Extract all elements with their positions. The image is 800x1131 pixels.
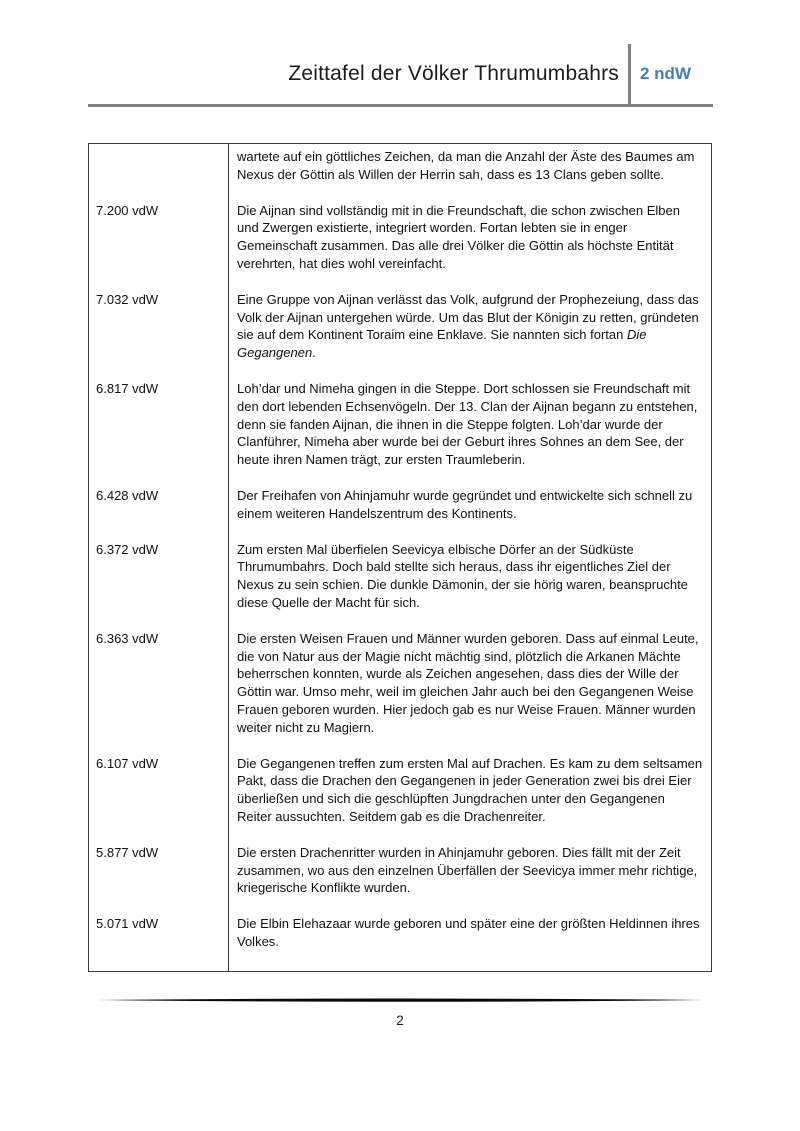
description-text: Zum ersten Mal überfielen Seevicya elbische Dörfer an der Südküste Thrumumbahrs. Doch bald stellte sich heraus, dass ihr eigentliches Ziel der Nexus zu sein schien. Die dunkle Dämonin, der sie hörig waren, beanspruchte diese Quelle der Macht für sich. [237,541,688,610]
description-cell [229,379,711,486]
date-label: 7.032 vdW [96,291,159,307]
table-row [89,754,711,843]
description-text-after: . [312,345,316,361]
date-cell [89,629,229,754]
description-text: Eine Gruppe von Aijnan verlässt das Volk, aufgrund der Prophezeiung, dass das Volk der Aijnan untergehen würde. Um das Blut der Königin zu retten, gründeten sie auf dem Kontinent Toraim eine Enklave. Sie nannten sich fortan [237,291,699,343]
table-row [89,914,711,971]
table-row [89,379,711,486]
date-cell [89,843,229,914]
table-row [89,540,711,629]
table-row [89,201,711,290]
table-row [89,843,711,914]
page-number: 2 [396,1013,404,1028]
date-label: 6.372 vdW [96,541,159,557]
page-title: Zeittafel der Völker Thrumumbahrs [288,62,619,85]
date-cell [89,914,229,971]
table-row [89,629,711,754]
date-label: 7.200 vdW [96,202,159,218]
description-cell [229,914,711,971]
date-cell [89,379,229,486]
description-text: Die ersten Weisen Frauen und Männer wurden geboren. Dass auf einmal Leute, die von Natur aus der Magie nicht mächtig sind, plötzlich die Arkanen Mächte beherrschen konnten, wurde als Zeichen angesehen, dass dies der Wille der Göttin war. Umso mehr, weil im gleichen Jahr auch bei den Gegangenen Weise Frauen geboren wurden. Hier jedoch gab es nur Weise Frauen. Männer wurden weiter nicht zu Magiern. [237,630,699,735]
description-text: Der Freihafen von Ahinjamuhr wurde gegründet und entwickelte sich schnell zu einem weiteren Handelszentrum des Kontinents. [237,487,693,521]
description-cell [229,486,711,540]
description-text: Die Aijnan sind vollständig mit in die Freundschaft, die schon zwischen Elben und Zwergen existierte, integriert worden. Fortan lebten sie in enger Gemeinschaft zusammen. Das alle drei Völker die Göttin als höchste Entität verehrten, hat dies wohl vereinfacht. [237,202,680,271]
date-cell [89,144,229,201]
date-cell [89,290,229,379]
description-text: Die Gegangenen treffen zum ersten Mal auf Drachen. Es kam zu dem seltsamen Pakt, dass die Drachen den Gegangenen in jeder Generation zwei bis drei Eier überließen und sich die geschlüpften Jungdrachen unter den Gegangenen Reiter aussuchten. Seitdem gab es die Drachenreiter. [237,755,703,824]
description-cell [229,540,711,629]
date-cell [89,486,229,540]
description-text: Die ersten Drachenritter wurden in Ahinjamuhr geboren. Dies fällt mit der Zeit zusammen, wo aus den einzelnen Überfällen der Seevicya immer mehr richtige, kriegerische Konflikte wurden. [237,844,698,896]
date-label: 6.363 vdW [96,630,159,646]
description-cell [229,290,711,379]
header-rule [88,104,713,107]
timeline-table [88,143,712,972]
date-label: 5.071 vdW [96,916,159,932]
date-label: 5.877 vdW [96,844,159,860]
date-label: 6.107 vdW [96,755,159,771]
description-text: Die Elbin Elehazaar wurde geboren und später eine der größten Heldinnen ihres Volkes. [237,916,700,949]
description-cell [229,843,711,914]
date-cell [89,540,229,629]
italic-name: Die Gegangenen [237,327,647,361]
table-row [89,144,711,201]
description-cell [229,201,711,290]
description-cell [229,144,711,201]
date-cell [89,201,229,290]
description-cell [229,629,711,754]
description-text: Loh’dar und Nimeha gingen in die Steppe. Dort schlossen sie Freundschaft mit den dort lebenden Echsenvögeln. Der 13. Clan der Aijnan begann zu entstehen, denn sie fanden Aijnan, die ihnen in die Steppe folgten. Loh’dar wurde der Clanführer, Nimeha aber wurde bei der Geburt ihres Sohnes an dem See, der heute ihren Namen trägt, zur ersten Traumleberin. [237,380,698,468]
section-badge: 2 ndW [640,64,691,83]
date-label: 6.817 vdW [96,380,159,396]
document-header [88,44,712,104]
description-cell [229,754,711,843]
date-label: 6.428 vdW [96,487,159,503]
table-row [89,290,711,379]
table-row [89,486,711,540]
footer-divider [94,991,706,999]
date-cell [89,754,229,843]
description-text: wartete auf ein göttliches Zeichen, da man die Anzahl der Äste des Baumes am Nexus der Göttin als Willen der Herrin sah, dass es 13 Clans geben sollte. [237,149,695,182]
